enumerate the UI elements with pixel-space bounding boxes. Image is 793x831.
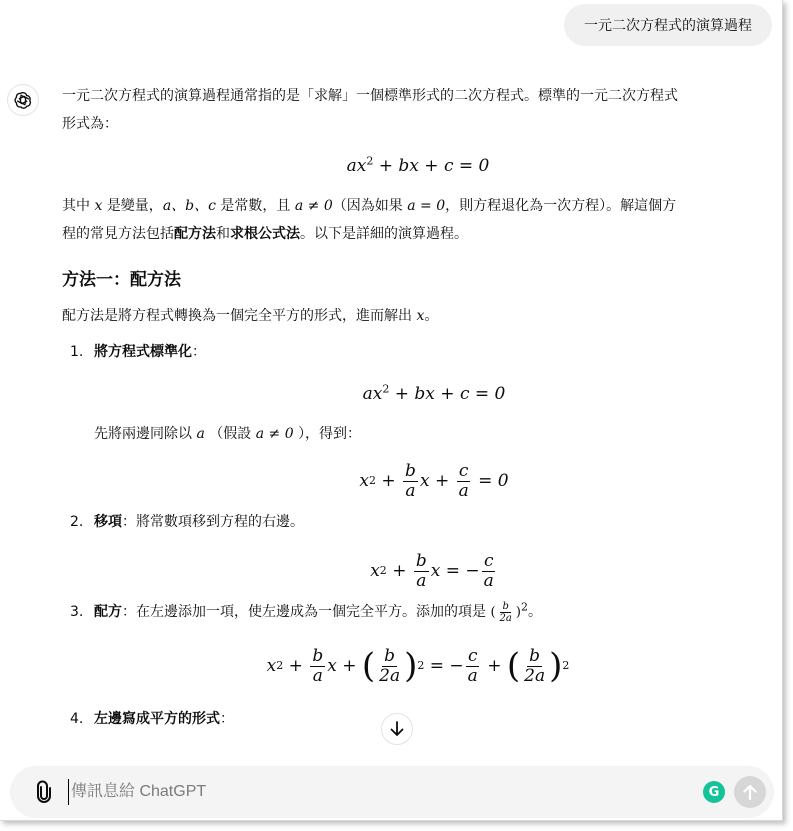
desc-text: 是變量， bbox=[106, 198, 163, 214]
step-number: 2. bbox=[70, 514, 84, 530]
step-number: 4. bbox=[70, 711, 84, 727]
paperclip-icon[interactable] bbox=[32, 780, 56, 804]
desc-text: （因為如果 bbox=[332, 198, 403, 214]
standard-form-equation: $ax^2$ + bx + c = 0 bbox=[346, 154, 490, 176]
step1-note-cond: a ≠ 0 bbox=[255, 426, 294, 442]
step1-equation: $ax^2$ + bx + c = 0 bbox=[362, 382, 506, 404]
assistant-message bbox=[62, 82, 774, 733]
desc-a-eq-0: a = 0 bbox=[407, 198, 446, 214]
desc-text: 程的常見方法包括 bbox=[62, 226, 174, 242]
desc-text: 是常數，且 bbox=[220, 198, 291, 214]
step2-equation: x 2 + $\frac{b}{a}$ x = − $\frac{c}{a}$ bbox=[370, 550, 494, 591]
step-1 bbox=[62, 338, 774, 506]
method1-intro bbox=[62, 302, 774, 330]
step-4 bbox=[62, 705, 774, 733]
step-2 bbox=[62, 508, 774, 596]
step-number: 1. bbox=[70, 344, 84, 360]
step-title: 配方 bbox=[94, 604, 122, 620]
step1-note-text: （假設 bbox=[209, 426, 252, 442]
method1-intro-text: 。 bbox=[424, 308, 439, 324]
step1-normalized-equation: x 2 + $\frac{b}{a}$ x + $\frac{c}{a}$ = 0 bbox=[359, 460, 509, 501]
message-input[interactable] bbox=[68, 779, 628, 805]
step-title: 左邊寫成平方的形式 bbox=[94, 711, 220, 727]
step-title: 移項 bbox=[94, 514, 122, 530]
desc-text: ，則方程退化為一次方程）。解這個方 bbox=[445, 198, 677, 214]
desc-text: 其中 bbox=[62, 198, 90, 214]
user-message-bubble bbox=[564, 4, 772, 46]
method-name-quadratic-formula: 求根公式法 bbox=[230, 226, 300, 242]
intro-paragraph bbox=[62, 82, 774, 138]
intro-line-2: 形式為： bbox=[62, 116, 118, 132]
step3-equation: x 2 + $\frac{b}{a}$ x + ( $\frac{b}{2a}$ ) 2 = − $\frac{c}{a}$ + ( $\frac{b}{2a}$ ) 2 bbox=[266, 645, 570, 686]
step-tail: ： bbox=[220, 711, 234, 727]
step1-note-text: 先將兩邊同除以 bbox=[94, 426, 192, 442]
step-number: 3. bbox=[70, 604, 84, 620]
desc-abc: a、b、c bbox=[162, 198, 216, 214]
arrow-up-icon[interactable] bbox=[734, 776, 766, 808]
desc-a-neq-0: a ≠ 0 bbox=[294, 198, 333, 214]
step-tail: ：將常數項移到方程的右邊。 bbox=[122, 514, 304, 530]
step-tail: ： bbox=[192, 344, 206, 360]
method1-intro-text: 配方法是將方程式轉換為一個完全平方的形式，進而解出 bbox=[62, 308, 412, 324]
step-tail: ：在左邊添加一項，使左邊成為一個完全平方。添加的項是 bbox=[122, 604, 486, 620]
step1-note-var: a bbox=[196, 426, 205, 442]
method-name-completing-square: 配方法 bbox=[174, 226, 216, 242]
method1-heading: 方法一：配方法 bbox=[62, 270, 181, 290]
desc-text: 。以下是詳細的演算過程。 bbox=[300, 226, 468, 242]
step1-note bbox=[94, 420, 774, 448]
user-message-text: 一元二次方程式的演算過程 bbox=[584, 18, 752, 34]
added-term: ( $\frac{b}{2a}$ )$^2$ bbox=[490, 600, 528, 624]
step-title: 將方程式標準化 bbox=[94, 344, 192, 360]
grammarly-icon[interactable]: G bbox=[703, 781, 725, 803]
step1-note-text: ），得到： bbox=[298, 426, 362, 442]
desc-text: 和 bbox=[216, 226, 230, 242]
desc-var-x: x bbox=[94, 198, 103, 214]
method1-intro-var: x bbox=[416, 308, 425, 324]
step-3: 3. 配方：在左邊添加一項，使左邊成為一個完全平方。添加的項是 ( $\frac{b}{2a}$ )$^2$。 x 2 + $\frac{b}{a}$ x + ( $\frac{b}{2a}$ ) 2 = − $\frac{c}{a}$ + ( $\frac{b}{2a}$ ) 2 bbox=[62, 598, 774, 697]
description-paragraph bbox=[62, 192, 774, 248]
openai-logo-icon bbox=[7, 84, 39, 116]
intro-line-1: 一元二次方程式的演算過程通常指的是「求解」一個標準形式的二次方程式。標準的一元二次方程式 bbox=[62, 88, 678, 104]
message-composer bbox=[10, 766, 774, 818]
arrow-down-icon[interactable] bbox=[381, 713, 413, 745]
